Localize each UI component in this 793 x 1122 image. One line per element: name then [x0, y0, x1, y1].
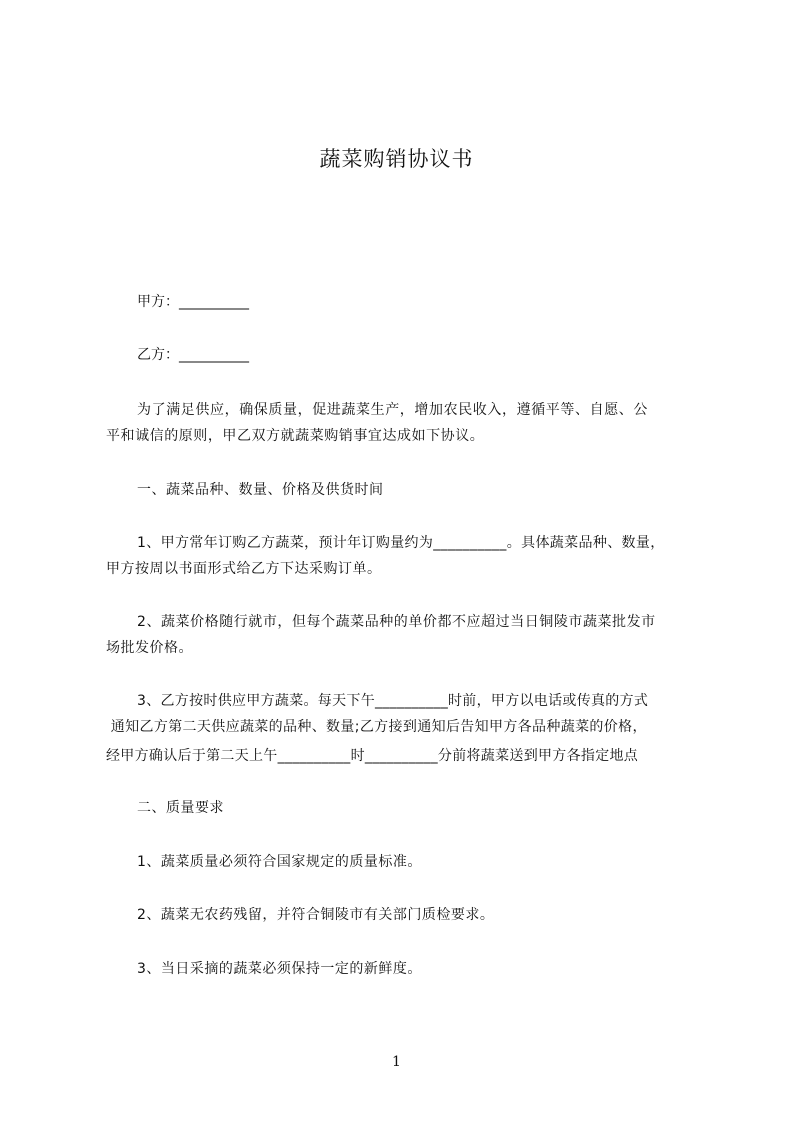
party-b-line: 乙方：__________ [137, 347, 249, 363]
section-1-item-3-line-2: 通知乙方第二天供应蔬菜的品种、数量;乙方接到通知后告知甲方各品种蔬菜的价格， [106, 719, 647, 735]
section-1-item-1-line-2: 甲方按周以书面形式给乙方下达采购订单。 [106, 561, 382, 577]
section-1-item-2-line-1: 2、蔬菜价格随行就市，但每个蔬菜品种的单价都不应超过当日铜陵市蔬菜批发市 [137, 614, 656, 630]
intro-paragraph-line-2: 平和诚信的原则，甲乙双方就蔬菜购销事宜达成如下协议。 [106, 428, 485, 444]
section-1-item-1-line-1: 1、甲方常年订购乙方蔬菜，预计年订购量约为__________。具体蔬菜品种、数量， [137, 535, 665, 551]
section-2-item-1: 1、蔬菜质量必须符合国家规定的质量标准。 [137, 854, 422, 870]
document-title: 蔬菜购销协议书 [319, 147, 474, 171]
section-1-item-3-line-1: 3、乙方按时供应甲方蔬菜。每天下午__________时前，甲方以电话或传真的方式 [137, 693, 649, 709]
section-1-item-3-line-3: 经甲方确认后于第二天上午__________时__________分前将蔬菜送到甲方各指定地点 [106, 748, 639, 764]
party-a-line: 甲方：__________ [137, 294, 249, 310]
section-2-item-2: 2、蔬菜无农药残留，并符合铜陵市有关部门质检要求。 [137, 907, 495, 923]
section-2-item-3: 3、当日采摘的蔬菜必须保持一定的新鲜度。 [137, 961, 422, 977]
section-1-item-2-line-2: 场批发价格。 [106, 640, 193, 656]
intro-paragraph-line-1: 为了满足供应，确保质量，促进蔬菜生产，增加农民收入，遵循平等、自愿、公 [137, 402, 648, 418]
section-2-heading: 二、质量要求 [137, 800, 224, 816]
page-number: 1 [392, 1054, 401, 1070]
section-1-heading: 一、蔬菜品种、数量、价格及供货时间 [137, 482, 384, 498]
